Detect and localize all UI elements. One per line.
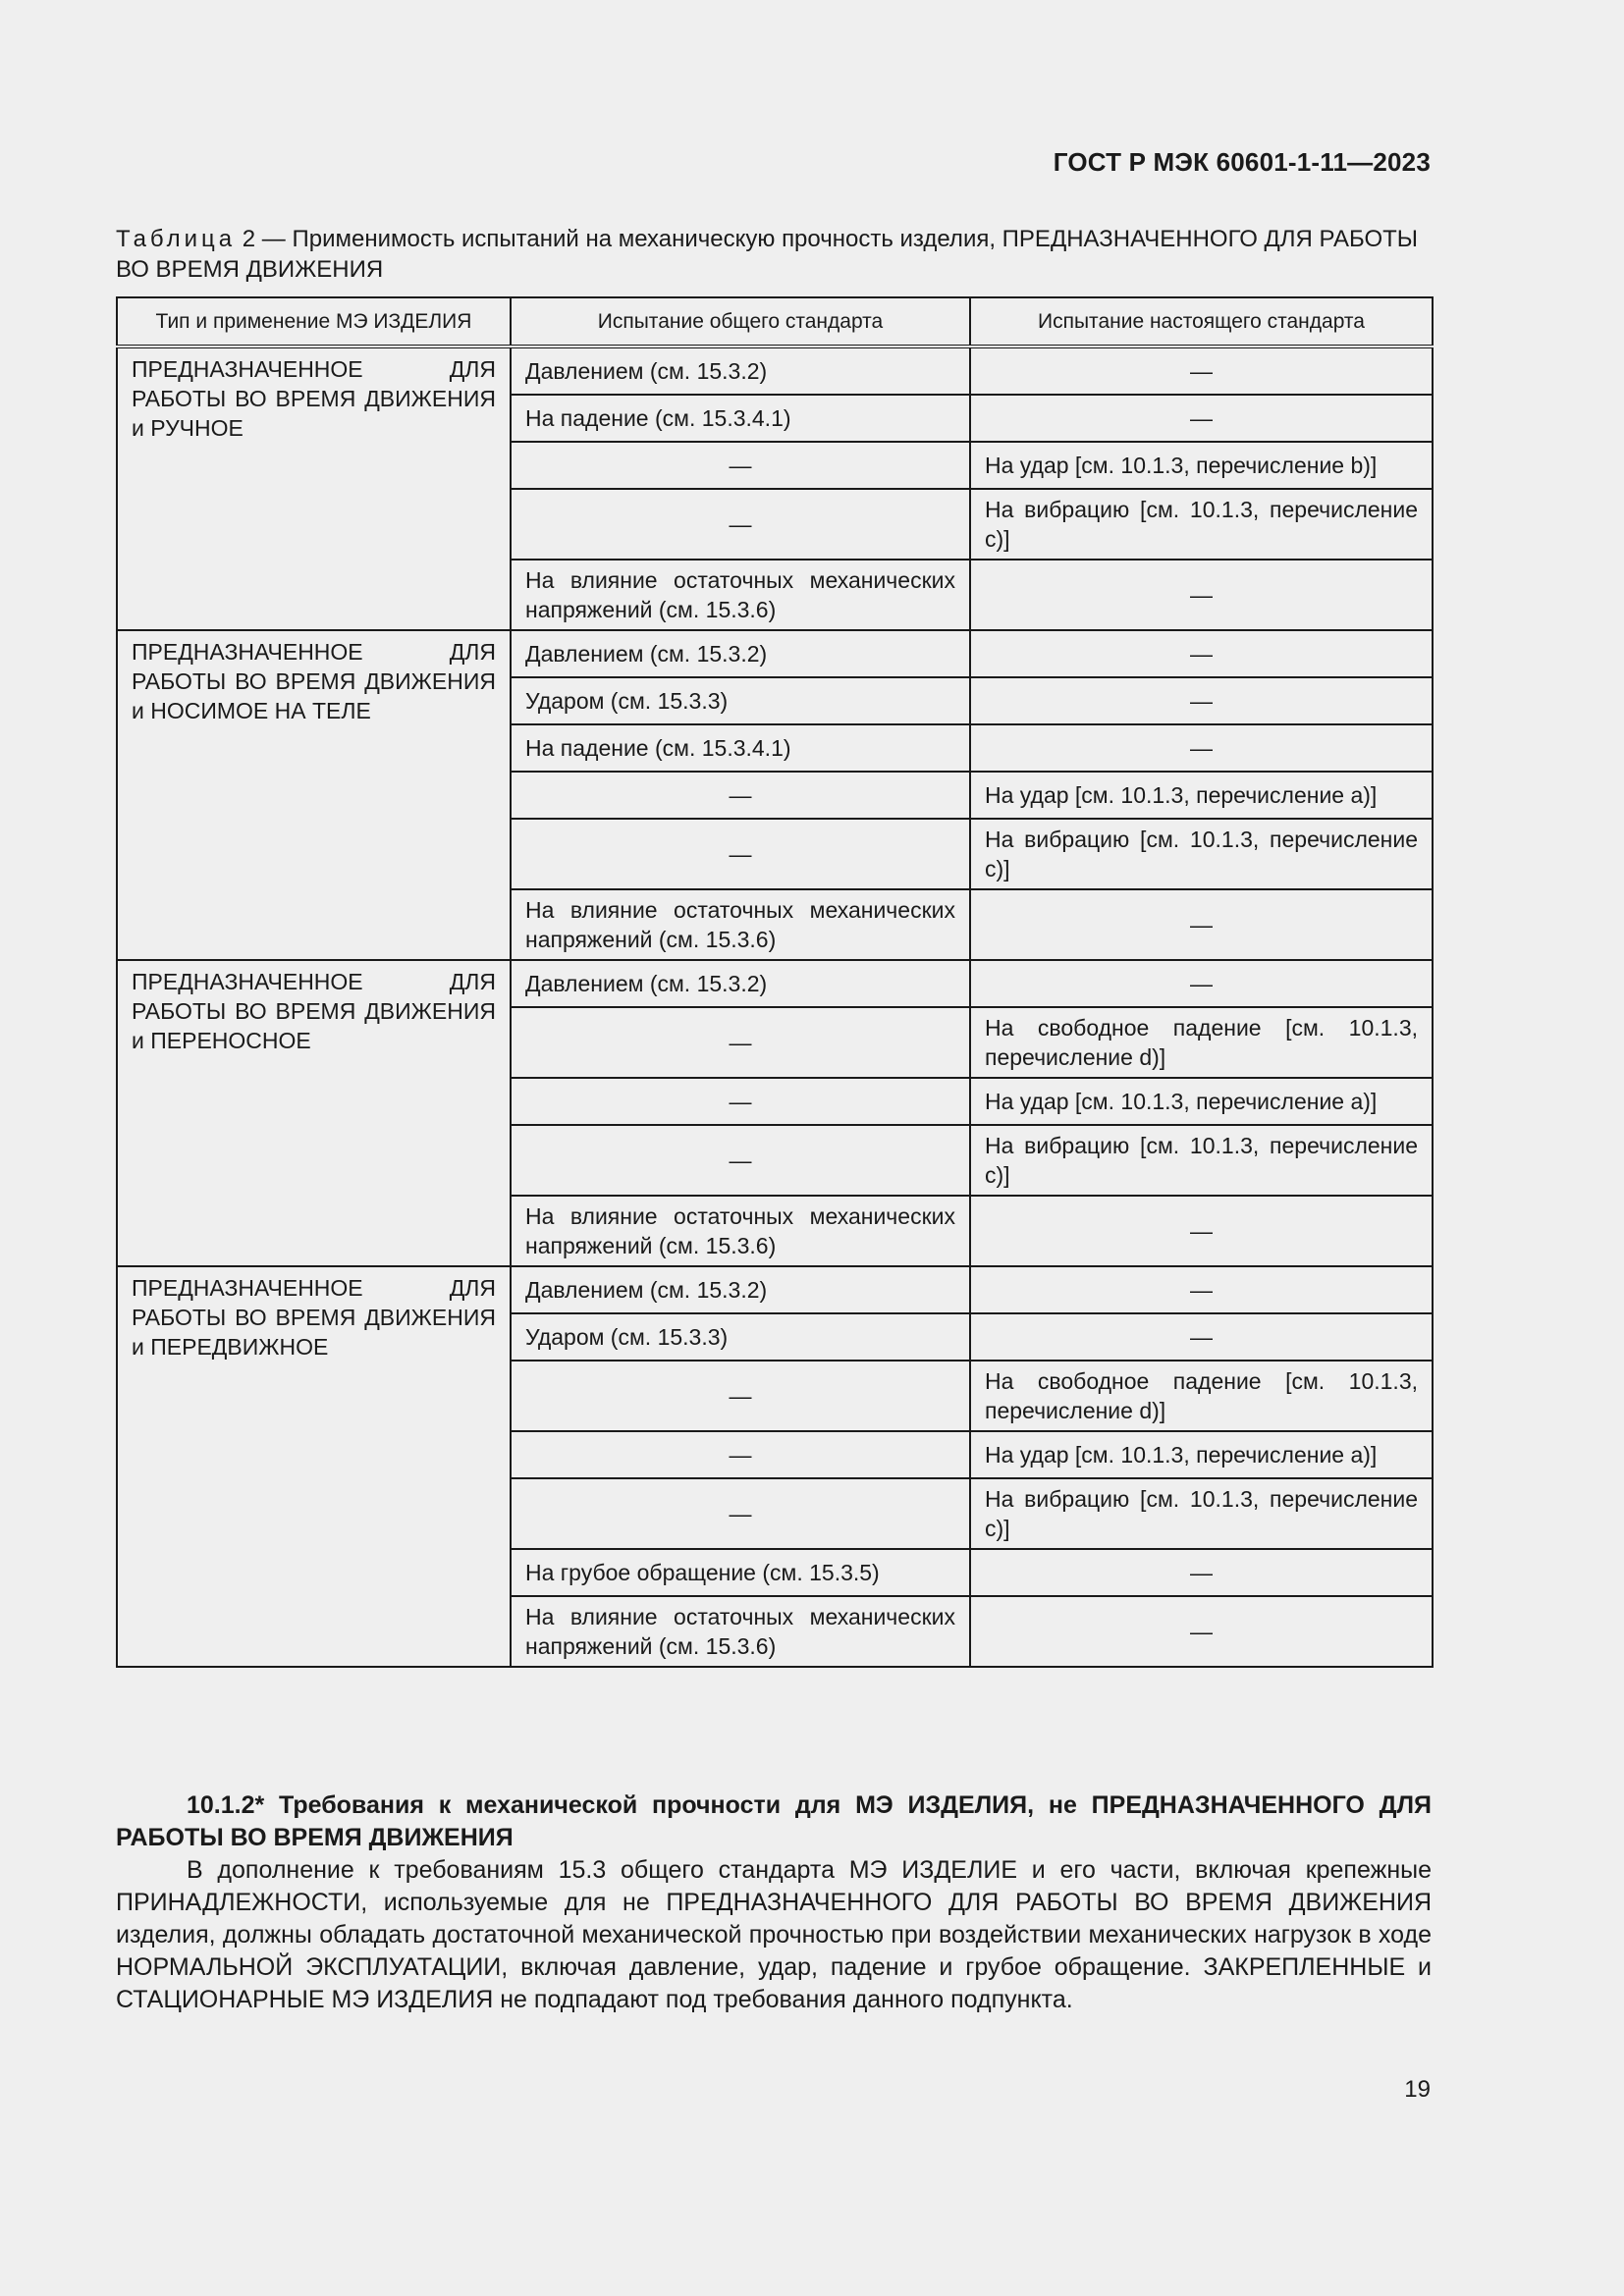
this-standard-test-cell: — [970, 1196, 1433, 1266]
section-10-1-2 [116, 1789, 1432, 2016]
general-test-cell: — [511, 772, 970, 819]
table-row [117, 1266, 1433, 1313]
general-test-cell: — [511, 442, 970, 489]
this-standard-test-cell: На свободное падение [см. 10.1.3, перечисление d)] [970, 1361, 1433, 1431]
table-caption-text: 2 — Применимость испытаний на механическую прочность изделия, ПРЕДНАЗНАЧЕННОГО ДЛЯ РАБОТЫ ВО ВРЕМЯ ДВИЖЕНИЯ [116, 226, 1419, 283]
general-test-cell: — [511, 1431, 970, 1478]
this-standard-test-cell: На свободное падение [см. 10.1.3, перечисление d)] [970, 1007, 1433, 1078]
general-test-cell: Давлением (см. 15.3.2) [511, 1266, 970, 1313]
general-test-cell: Давлением (см. 15.3.2) [511, 630, 970, 677]
device-type-cell: ПРЕДНАЗНАЧЕННОЕ ДЛЯ РАБОТЫ ВО ВРЕМЯ ДВИЖЕНИЯ и НОСИМОЕ НА ТЕЛЕ [117, 630, 511, 960]
this-standard-test-cell: — [970, 1266, 1433, 1313]
document-standard-header: ГОСТ Р МЭК 60601-1-11—2023 [1053, 147, 1431, 177]
this-standard-test-cell: На вибрацию [см. 10.1.3, перечисление c)] [970, 1125, 1433, 1196]
device-type-cell: ПРЕДНАЗНАЧЕННОЕ ДЛЯ РАБОТЫ ВО ВРЕМЯ ДВИЖЕНИЯ и ПЕРЕНОСНОЕ [117, 960, 511, 1266]
general-test-cell: — [511, 1361, 970, 1431]
this-standard-test-cell: На удар [см. 10.1.3, перечисление a)] [970, 1431, 1433, 1478]
header-type: Тип и применение МЭ ИЗДЕЛИЯ [117, 297, 511, 347]
this-standard-test-cell: — [970, 1549, 1433, 1596]
this-standard-test-cell: На удар [см. 10.1.3, перечисление b)] [970, 442, 1433, 489]
this-standard-test-cell: — [970, 347, 1433, 395]
general-test-cell: Давлением (см. 15.3.2) [511, 960, 970, 1007]
general-test-cell: — [511, 1007, 970, 1078]
table-caption-label: Таблица [116, 226, 237, 252]
general-test-cell: — [511, 489, 970, 560]
general-test-cell: На влияние остаточных механических напряжений (см. 15.3.6) [511, 889, 970, 960]
this-standard-test-cell: — [970, 560, 1433, 630]
this-standard-test-cell: На удар [см. 10.1.3, перечисление a)] [970, 1078, 1433, 1125]
this-standard-test-cell: На вибрацию [см. 10.1.3, перечисление c)] [970, 819, 1433, 889]
page-number: 19 [1404, 2076, 1431, 2103]
general-test-cell: На грубое обращение (см. 15.3.5) [511, 1549, 970, 1596]
table-header-row [117, 297, 1433, 347]
general-test-cell: — [511, 1125, 970, 1196]
general-test-cell: На влияние остаточных механических напряжений (см. 15.3.6) [511, 1596, 970, 1667]
general-test-cell: Ударом (см. 15.3.3) [511, 1313, 970, 1361]
table-row [117, 347, 1433, 395]
this-standard-test-cell: — [970, 724, 1433, 772]
general-test-cell: На влияние остаточных механических напряжений (см. 15.3.6) [511, 1196, 970, 1266]
general-test-cell: Давлением (см. 15.3.2) [511, 347, 970, 395]
general-test-cell: — [511, 1478, 970, 1549]
this-standard-test-cell: — [970, 677, 1433, 724]
table-row [117, 960, 1433, 1007]
general-test-cell: — [511, 1078, 970, 1125]
table-row [117, 630, 1433, 677]
table-body [117, 347, 1433, 1667]
general-test-cell: На падение (см. 15.3.4.1) [511, 724, 970, 772]
general-test-cell: На влияние остаточных механических напряжений (см. 15.3.6) [511, 560, 970, 630]
this-standard-test-cell: — [970, 960, 1433, 1007]
header-this-standard-test: Испытание настоящего стандарта [970, 297, 1433, 347]
general-test-cell: На падение (см. 15.3.4.1) [511, 395, 970, 442]
mechanical-strength-table [116, 296, 1434, 1668]
table-caption [116, 224, 1432, 285]
this-standard-test-cell: На вибрацию [см. 10.1.3, перечисление c)] [970, 1478, 1433, 1549]
this-standard-test-cell: — [970, 395, 1433, 442]
general-test-cell: — [511, 819, 970, 889]
this-standard-test-cell: — [970, 1313, 1433, 1361]
this-standard-test-cell: — [970, 630, 1433, 677]
section-body: В дополнение к требованиям 15.3 общего стандарта МЭ ИЗДЕЛИЕ и его части, включая крепежные ПРИНАДЛЕЖНОСТИ, используемые для не ПРЕДНАЗНАЧЕННОГО ДЛЯ РАБОТЫ ВО ВРЕМЯ ДВИЖЕНИЯ изделия, должны обладать достаточной механической прочностью при воздействии механических нагрузок в ходе НОРМАЛЬНОЙ ЭКСПЛУАТАЦИИ, включая давление, удар, падение и грубое обращение. ЗАКРЕПЛЕННЫЕ и СТАЦИОНАРНЫЕ МЭ ИЗДЕЛИЯ не подпадают под требования данного подпункта. [116, 1856, 1432, 2013]
this-standard-test-cell: — [970, 1596, 1433, 1667]
this-standard-test-cell: На вибрацию [см. 10.1.3, перечисление c)] [970, 489, 1433, 560]
section-heading: 10.1.2* Требования к механической прочности для МЭ ИЗДЕЛИЯ, не ПРЕДНАЗНАЧЕННОГО ДЛЯ РАБОТЫ ВО ВРЕМЯ ДВИЖЕНИЯ [116, 1791, 1432, 1851]
device-type-cell: ПРЕДНАЗНАЧЕННОЕ ДЛЯ РАБОТЫ ВО ВРЕМЯ ДВИЖЕНИЯ и ПЕРЕДВИЖНОЕ [117, 1266, 511, 1667]
this-standard-test-cell: — [970, 889, 1433, 960]
this-standard-test-cell: На удар [см. 10.1.3, перечисление a)] [970, 772, 1433, 819]
device-type-cell: ПРЕДНАЗНАЧЕННОЕ ДЛЯ РАБОТЫ ВО ВРЕМЯ ДВИЖЕНИЯ и РУЧНОЕ [117, 347, 511, 630]
header-general-test: Испытание общего стандарта [511, 297, 970, 347]
general-test-cell: Ударом (см. 15.3.3) [511, 677, 970, 724]
